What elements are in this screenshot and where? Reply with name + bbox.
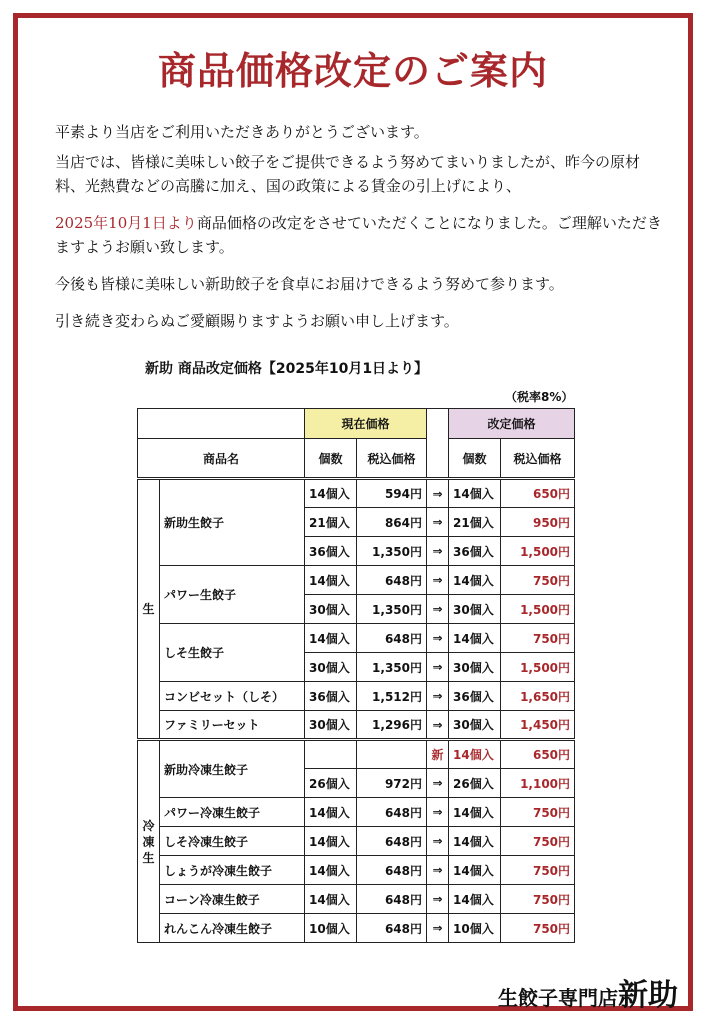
- current-price: 648円: [357, 885, 427, 914]
- current-price: 1,350円: [357, 653, 427, 682]
- table-row: [138, 856, 575, 885]
- new-count: 30個入: [449, 653, 501, 682]
- arrow-icon: ⇒: [427, 914, 449, 943]
- shop-logo: [498, 970, 678, 1014]
- category-raw: 生: [138, 479, 160, 740]
- product-name: しょうが冷凍生餃子: [160, 856, 305, 885]
- new-count: 26個入: [449, 769, 501, 798]
- table-subheader-row: [138, 439, 575, 479]
- header-blank: [138, 409, 305, 439]
- new-count: 10個入: [449, 914, 501, 943]
- current-count: 10個入: [305, 914, 357, 943]
- current-count: 30個入: [305, 595, 357, 624]
- arrow-icon: ⇒: [427, 682, 449, 711]
- current-count: 14個入: [305, 885, 357, 914]
- new-count: 30個入: [449, 711, 501, 740]
- new-count: 14個入: [449, 856, 501, 885]
- new-price: 750円: [501, 856, 575, 885]
- header-new-price: 改定価格: [449, 409, 575, 439]
- arrow-icon: ⇒: [427, 624, 449, 653]
- new-count: 14個入: [449, 624, 501, 653]
- product-name: ファミリーセット: [160, 711, 305, 740]
- current-count: 14個入: [305, 856, 357, 885]
- product-name: パワー生餃子: [160, 566, 305, 624]
- new-price: 750円: [501, 914, 575, 943]
- shop-name: 新助: [618, 978, 678, 1013]
- table-row: [138, 798, 575, 827]
- table-row: [138, 479, 575, 508]
- product-name: コンビセット（しそ）: [160, 682, 305, 711]
- greeting-text: 平素より当店をご利用いただきありがとうございます。: [55, 123, 429, 141]
- new-price: 750円: [501, 798, 575, 827]
- current-count: 14個入: [305, 624, 357, 653]
- current-price: 648円: [357, 566, 427, 595]
- current-count: 36個入: [305, 537, 357, 566]
- arrow-icon: ⇒: [427, 711, 449, 740]
- new-price: 950円: [501, 508, 575, 537]
- current-count: 26個入: [305, 769, 357, 798]
- table-row: [138, 711, 575, 740]
- page-title: 商品価格改定のご案内: [157, 48, 548, 93]
- header-current-price: 現在価格: [305, 409, 427, 439]
- table-row: [138, 566, 575, 595]
- new-price: 1,500円: [501, 653, 575, 682]
- new-price: 750円: [501, 624, 575, 653]
- new-count: 36個入: [449, 537, 501, 566]
- product-name: しそ冷凍生餃子: [160, 827, 305, 856]
- current-price: 648円: [357, 624, 427, 653]
- category-frozen-label: 冷凍生: [142, 818, 155, 865]
- new-price: 1,450円: [501, 711, 575, 740]
- arrow-icon: ⇒: [427, 856, 449, 885]
- new-price: 750円: [501, 566, 575, 595]
- current-count: 21個入: [305, 508, 357, 537]
- effective-date: 2025年10月1日より: [55, 214, 197, 232]
- header-new-count: 個数: [449, 439, 501, 479]
- commitment-text: 今後も皆様に美味しい新助餃子を食卓にお届けできるよう努めて参ります。: [55, 275, 564, 293]
- current-price: 648円: [357, 798, 427, 827]
- product-name: しそ生餃子: [160, 624, 305, 682]
- header-current-tax-price: 税込価格: [357, 439, 427, 479]
- arrow-icon: ⇒: [427, 653, 449, 682]
- current-price: 972円: [357, 769, 427, 798]
- new-price: 1,500円: [501, 595, 575, 624]
- current-count: 30個入: [305, 653, 357, 682]
- current-count: 36個入: [305, 682, 357, 711]
- current-price: 1,296円: [357, 711, 427, 740]
- new-price: 750円: [501, 885, 575, 914]
- new-product-mark: 新: [427, 740, 449, 769]
- new-count: 14個入: [449, 740, 501, 769]
- current-count: 14個入: [305, 827, 357, 856]
- current-price: 1,350円: [357, 595, 427, 624]
- reason-text: 当店では、皆様に美味しい餃子をご提供できるよう努めてまいりましたが、昨今の原材料、光熱費などの高騰に加え、国の政策による賃金の引上げにより、: [55, 153, 641, 195]
- shop-type: 生餃子専門店: [498, 986, 618, 1010]
- new-price: 1,650円: [501, 682, 575, 711]
- arrow-icon: ⇒: [427, 595, 449, 624]
- arrow-icon: ⇒: [427, 827, 449, 856]
- new-count: 14個入: [449, 798, 501, 827]
- new-count: 36個入: [449, 682, 501, 711]
- current-price: 1,350円: [357, 537, 427, 566]
- current-count: 14個入: [305, 479, 357, 508]
- current-price: 864円: [357, 508, 427, 537]
- new-count: 14個入: [449, 566, 501, 595]
- price-table: [137, 408, 575, 943]
- new-count: 14個入: [449, 827, 501, 856]
- current-count: 14個入: [305, 798, 357, 827]
- new-price: 1,500円: [501, 537, 575, 566]
- current-price: 594円: [357, 479, 427, 508]
- product-name: コーン冷凍生餃子: [160, 885, 305, 914]
- arrow-icon: ⇒: [427, 479, 449, 508]
- new-count: 14個入: [449, 885, 501, 914]
- table-row: [138, 885, 575, 914]
- announcement-body: 商品価格の改定をさせていただくことになりました。ご理解いただきますようお願い致します。: [55, 214, 662, 256]
- new-count: 14個入: [449, 479, 501, 508]
- new-count: 30個入: [449, 595, 501, 624]
- table-title: 新助 商品改定価格【2025年10月1日より】: [145, 361, 429, 377]
- arrow-icon: ⇒: [427, 798, 449, 827]
- new-price: 1,100円: [501, 769, 575, 798]
- header-arrow-spacer: [427, 409, 449, 479]
- new-count: 21個入: [449, 508, 501, 537]
- arrow-icon: ⇒: [427, 537, 449, 566]
- table-row: [138, 827, 575, 856]
- table-row: [138, 740, 575, 769]
- current-count: 14個入: [305, 566, 357, 595]
- current-count: [305, 740, 357, 769]
- current-price: 648円: [357, 827, 427, 856]
- arrow-icon: ⇒: [427, 769, 449, 798]
- product-name: パワー冷凍生餃子: [160, 798, 305, 827]
- table-row: [138, 914, 575, 943]
- announcement-text: [55, 211, 665, 259]
- arrow-icon: ⇒: [427, 885, 449, 914]
- closing-text: 引き続き変わらぬご愛顧賜りますようお願い申し上げます。: [55, 312, 459, 330]
- table-row: [138, 624, 575, 653]
- arrow-icon: ⇒: [427, 508, 449, 537]
- table-header-row: [138, 409, 575, 439]
- tax-rate-note: （税率8%）: [505, 390, 574, 404]
- category-frozen: [138, 740, 160, 943]
- new-price: 750円: [501, 827, 575, 856]
- current-price: 1,512円: [357, 682, 427, 711]
- header-product-name: 商品名: [138, 439, 305, 479]
- current-price: [357, 740, 427, 769]
- current-price: 648円: [357, 856, 427, 885]
- header-current-count: 個数: [305, 439, 357, 479]
- table-row: [138, 682, 575, 711]
- product-name: れんこん冷凍生餃子: [160, 914, 305, 943]
- arrow-icon: ⇒: [427, 566, 449, 595]
- product-name: 新助生餃子: [160, 479, 305, 566]
- new-price: 650円: [501, 479, 575, 508]
- current-count: 30個入: [305, 711, 357, 740]
- header-new-tax-price: 税込価格: [501, 439, 575, 479]
- current-price: 648円: [357, 914, 427, 943]
- new-price: 650円: [501, 740, 575, 769]
- product-name: 新助冷凍生餃子: [160, 740, 305, 798]
